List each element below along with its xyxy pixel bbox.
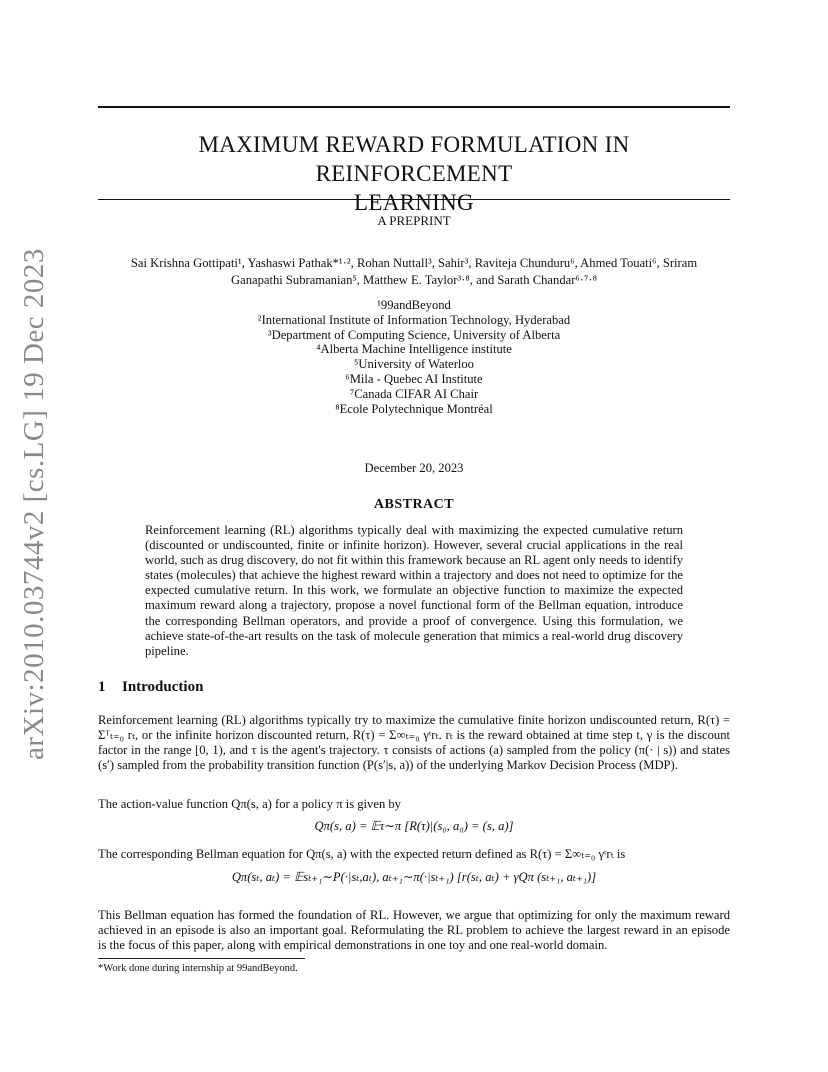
affiliation-item: ⁴Alberta Machine Intelligence institute (316, 342, 512, 357)
affiliation-list (98, 298, 730, 416)
preprint-label: A PREPRINT (377, 213, 451, 228)
equation-bellman: Qπ(sₜ, aₜ) = 𝔼sₜ₊₁∼P(·|sₜ,aₜ), aₜ₊₁∼π(·|sₜ₊₁) [r(sₜ, aₜ) + γQπ (sₜ₊₁, aₜ₊₁)] (231, 870, 597, 884)
paper-title (98, 130, 730, 217)
author-list (98, 255, 730, 289)
section-number: 1 (98, 679, 106, 695)
arxiv-identifier: arXiv:2010.03744v2 [cs.LG] 19 Dec 2023 (18, 248, 50, 760)
section-title: Introduction (122, 679, 204, 695)
paper-title-line1: MAXIMUM REWARD FORMULATION IN REINFORCEMENT (198, 132, 630, 186)
affiliation-item: ⁷Canada CIFAR AI Chair (349, 386, 479, 401)
top-rule (98, 106, 730, 108)
publication-date: December 20, 2023 (364, 461, 464, 475)
footnote-rule (98, 958, 305, 959)
affiliation-item: ⁸Ecole Polytechnique Montréal (335, 401, 493, 416)
footnote: *Work done during internship at 99andBeyond. (98, 963, 298, 974)
abstract-heading: ABSTRACT (373, 497, 455, 512)
abstract-text: Reinforcement learning (RL) algorithms typically deal with maximizing the expected cumulative return (discounted or undiscounted, finite or infinite horizon). However, several crucial applications in the real world, such as drug discovery, do not fit within this framework because an RL agent only needs to identify states (molecules) that achieve the highest reward within a trajectory and does not need to optimize for the expected cumulative return. In this work, we formulate an objective function to maximize the expected maximum reward along a trajectory, propose a novel functional form of the Bellman equation, introduce the corresponding Bellman operators, and provide a proof of convergence. Using this formulation, we achieve state-of-the-art results on the task of molecule generation that mimics a real-world drug discovery pipeline. (145, 523, 683, 658)
paper-title-line2: LEARNING (354, 190, 474, 215)
intro-paragraph-2: The action-value function Qπ(s, a) for a policy π is given by (98, 797, 401, 811)
affiliation-item: ³Department of Computing Science, University of Alberta (267, 327, 561, 342)
intro-paragraph-3: The corresponding Bellman equation for Qπ(s, a) with the expected return defined as R(τ) = Σ∞ₜ₌₀ γᵗrₜ is (98, 847, 626, 861)
affiliation-item: ²International Institute of Information Technology, Hyderabad (257, 312, 571, 327)
equation-action-value: Qπ(s, a) = 𝔼τ∼π [R(τ)|(s₀, a₀) = (s, a)] (314, 819, 514, 833)
intro-paragraph-4: This Bellman equation has formed the foundation of RL. However, we argue that optimizing for only the maximum reward achieved in an episode is also an important goal. Reformulating the RL problem to achieve the largest reward in an episode is the focus of this paper, along with empirical demonstrations in one toy and one real-world domain. (98, 908, 730, 952)
affiliation-item: ¹99andBeyond (377, 298, 451, 312)
author-line-1: Sai Krishna Gottipati¹, Yashaswi Pathak*¹·², Rohan Nuttall³, Sahir³, Raviteja Chunduru⁶, Ahmed Touati⁶, Sriram (130, 256, 698, 270)
author-line-2: Ganapathi Subramanian⁵, Matthew E. Taylor³·⁸, and Sarath Chandar⁶·⁷·⁸ (231, 273, 597, 287)
affiliation-item: ⁶Mila - Quebec AI Institute (345, 371, 483, 386)
section-heading (98, 679, 203, 696)
affiliation-item: ⁵University of Waterloo (354, 357, 474, 372)
intro-paragraph-1: Reinforcement learning (RL) algorithms typically try to maximize the cumulative finite horizon undiscounted return, R(τ) = Σᵀₜ₌₀ rₜ, or the infinite horizon discounted return, R(τ) = Σ∞ₜ₌₀ γᵗrₜ. rₜ is the reward obtained at time step t, γ is the discount factor in the range [0, 1), and τ is the agent's trajectory. τ consists of actions (a) sampled from the policy (π(· | s)) and states (s′) sampled from the probability transition function (P(s′|s, a)) of the underlying Markov Decision Process (MDP). (98, 713, 730, 772)
